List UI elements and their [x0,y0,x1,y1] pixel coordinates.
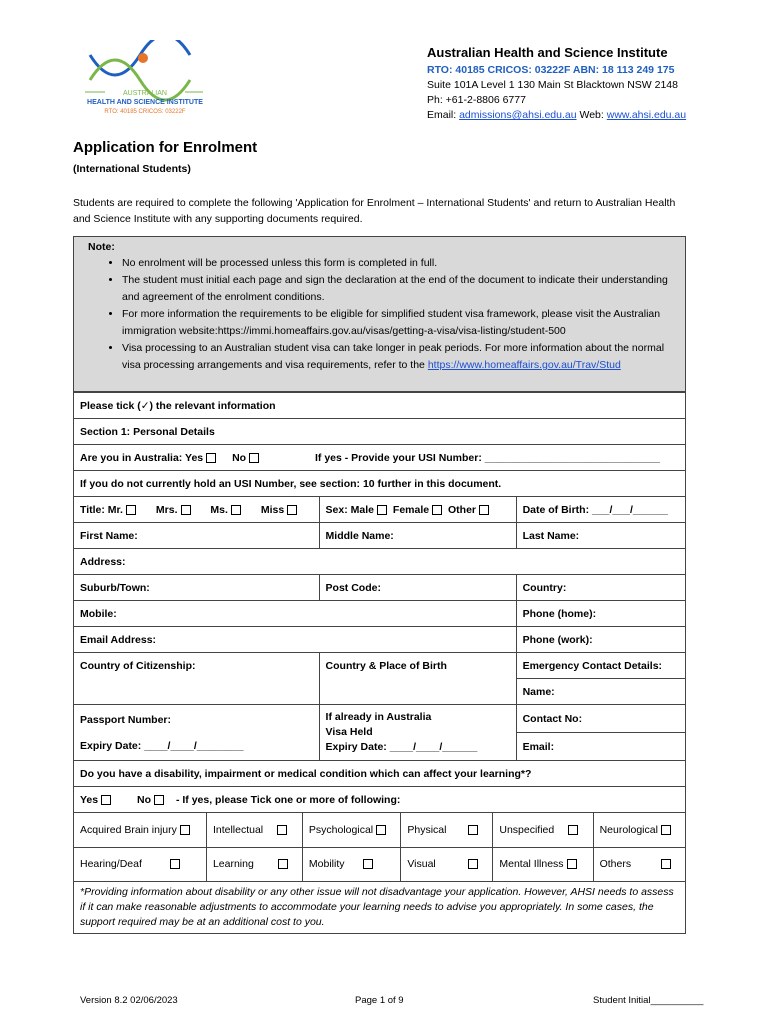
citizenship-field[interactable]: Country of Citizenship: [74,653,320,705]
email-web-line: Email: admissions@ahsi.edu.au Web: www.ahsi.edu.au [427,109,687,121]
expiry-field[interactable]: Expiry Date: ____/____/________ [80,739,244,752]
title-options: Title: Mr. Mrs. Ms. Miss [74,497,320,523]
tick-heading: Please tick (✓) the relevant information [74,393,686,419]
middle-name-field[interactable]: Middle Name: [319,523,516,549]
dob-field[interactable]: Date of Birth: ___/___/______ [516,497,685,523]
in-australia-row: Are you in Australia: Yes No If yes - Provide your USI Number: ______________________________ [74,445,686,471]
org-name: Australian Health and Science Institute [427,45,668,60]
sex-options: Sex: Male Female Other [319,497,516,523]
section-1-heading: Section 1: Personal Details [74,419,686,445]
condition-learning[interactable]: Learning [206,847,302,881]
footer-version: Version 8.2 02/06/2023 [80,995,178,1006]
ms-checkbox[interactable] [231,505,241,515]
disclaimer-text: *Providing information about disability or any other issue will not disadvantage your application. However, AHSI needs to assess if it can make reasonable adjustments to accommodate your learning needs to advise you appropriately. In some cases, the support required may be at an additional cost to you. [74,882,686,934]
logo-text-1: AUSTRALIAN [123,90,167,97]
condition-neurological[interactable]: Neurological [593,813,685,847]
phone-work-field[interactable]: Phone (work): [516,627,685,653]
yes-checkbox[interactable] [206,453,216,463]
passport-cell [74,705,320,761]
last-name-field[interactable]: Last Name: [516,523,685,549]
condition-visual[interactable]: Visual [401,847,493,881]
contact-no-field[interactable]: Contact No: [516,705,685,733]
logo-text-2: HEALTH AND SCIENCE INSTITUTE [87,99,203,106]
birth-field[interactable]: Country & Place of Birth [319,653,516,705]
condition-others[interactable]: Others [593,847,685,881]
note-heading: Note: [88,241,115,253]
disability-no-checkbox[interactable] [154,795,164,805]
address-line: Suite 101A Level 1 130 Main St Blacktown NSW 2148 [427,79,678,91]
note-item: • For more information the requirements to be eligible for simplified student visa framework, please visit the Australian immigration website:https://immi.homeaffairs.gov.au/visas/getting-a-visa/visa-listing/student-500 [122,306,677,340]
homeaffairs-link[interactable]: https://www.homeaffairs.gov.au/Trav/Stud [427,359,621,371]
footer-page: Page 1 of 9 [355,995,404,1006]
contact-block [427,78,686,123]
mr-checkbox[interactable] [126,505,136,515]
emergency-email-field[interactable]: Email: [516,733,685,761]
logo-text-3: RTO: 40185 CRICOS: 03222F [104,109,186,115]
emergency-heading: Emergency Contact Details: [516,653,685,679]
ahsi-logo [85,40,205,130]
phone-home-field[interactable]: Phone (home): [516,601,685,627]
no-checkbox[interactable] [249,453,259,463]
condition-acquired-brain[interactable]: Acquired Brain injury [74,813,206,847]
email-field[interactable]: Email Address: [74,627,517,653]
first-name-field[interactable]: First Name: [74,523,320,549]
emergency-name-field[interactable]: Name: [516,679,685,705]
web-link[interactable]: www.ahsi.edu.au [606,109,687,121]
no-usi-note: If you do not currently hold an USI Number, see section: 10 further in this document. [74,471,686,497]
personal-details-form [73,392,686,934]
male-checkbox[interactable] [377,505,387,515]
post-code-field[interactable]: Post Code: [319,575,516,601]
condition-intellectual[interactable]: Intellectual [206,813,302,847]
condition-unspecified[interactable]: Unspecified [493,813,593,847]
footer-initial[interactable]: Student Initial__________ [593,995,704,1006]
condition-psychological[interactable]: Psychological [302,813,400,847]
phone-line: Ph: +61-2-8806 6777 [427,94,526,106]
intro-text: Students are required to complete the following 'Application for Enrolment – International Students' and return to Australian Health and Science Institute with any supporting documents required. [73,197,676,225]
miss-checkbox[interactable] [287,505,297,515]
email-link[interactable]: admissions@ahsi.edu.au [459,109,577,121]
passport-field[interactable]: Passport Number: [80,713,172,726]
condition-mental-illness[interactable]: Mental Illness [493,847,593,881]
page-title: Application for Enrolment [73,139,258,156]
note-item: • Visa processing to an Australian student visa can take longer in peak periods. For more information about the normal visa processing arrangements and visa requirements, refer to the https://www.homeaffairs.gov.au/Trav/Stud [122,340,677,374]
page-subtitle: (International Students) [73,163,191,175]
other-checkbox[interactable] [479,505,489,515]
female-checkbox[interactable] [432,505,442,515]
disability-question: Do you have a disability, impairment or medical condition which can affect your learning*? [74,761,686,787]
disability-answer-row: Yes No - If yes, please Tick one or more of following: [74,787,686,813]
note-item: • The student must initial each page and sign the declaration at the end of the document to indicate their understanding and agreement of the enrolment conditions. [122,272,677,306]
country-field[interactable]: Country: [516,575,685,601]
rto-line: RTO: 40185 CRICOS: 03222F ABN: 18 113 249 175 [427,64,675,76]
visa-expiry-field[interactable]: Expiry Date: ____/____/______ [325,741,478,753]
note-item: • No enrolment will be processed unless this form is completed in full. [122,255,677,272]
disability-yes-checkbox[interactable] [101,795,111,805]
mrs-checkbox[interactable] [181,505,191,515]
visa-cell: If already in Australia Visa Held Expiry Date: ____/____/______ [319,705,516,761]
usi-field[interactable]: If yes - Provide your USI Number: ______________________________ [314,451,660,464]
conditions-grid [74,813,686,882]
condition-hearing[interactable]: Hearing/Deaf [74,847,206,881]
condition-physical[interactable]: Physical [401,813,493,847]
suburb-field[interactable]: Suburb/Town: [74,575,320,601]
condition-mobility[interactable]: Mobility [302,847,400,881]
mobile-field[interactable]: Mobile: [74,601,517,627]
note-box [73,236,686,392]
address-field[interactable]: Address: [74,549,686,575]
